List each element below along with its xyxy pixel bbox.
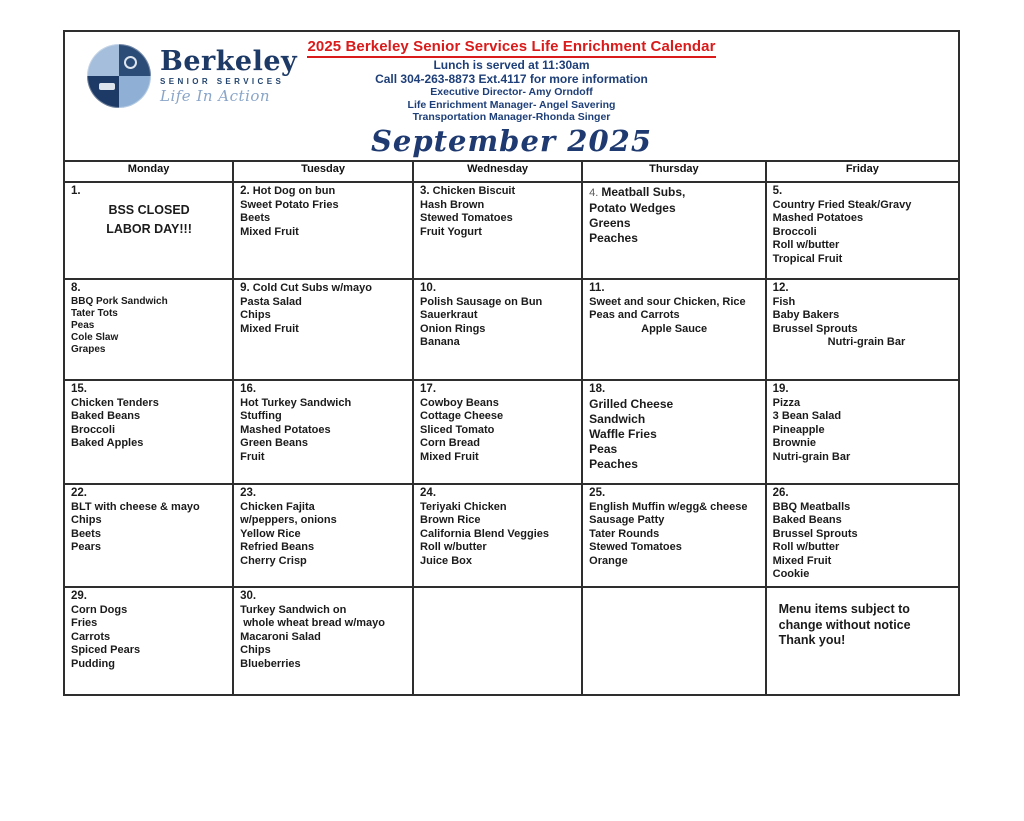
- day-number: 4.: [589, 187, 599, 199]
- day-number-line: [420, 383, 576, 397]
- menu-item: Chips: [240, 309, 271, 321]
- calendar-week-row: [64, 182, 959, 279]
- menu-item: Peaches: [589, 456, 638, 471]
- menu-item: Mashed Potatoes: [240, 423, 331, 436]
- day-number: 2.: [240, 185, 250, 197]
- calendar-cell: [582, 484, 765, 587]
- menu-item: Broccoli: [71, 423, 116, 436]
- day-header-row: [64, 161, 959, 182]
- day-number: 30.: [240, 590, 257, 602]
- menu-item: Baked Beans: [772, 514, 842, 526]
- menu-item: Meatball Subs,: [601, 185, 686, 199]
- calendar-cell: [582, 587, 765, 695]
- calendar-cell: [582, 380, 765, 484]
- day-number: 1.: [71, 185, 81, 197]
- calendar-cell: [233, 484, 413, 587]
- calendar-cell: [233, 587, 413, 695]
- menu-item: Nutri-grain Bar: [772, 336, 906, 348]
- header: [63, 30, 960, 160]
- menu-item: BBQ Meatballs: [772, 500, 851, 513]
- calendar-cell: [582, 182, 765, 279]
- menu-item: Chicken Tenders: [71, 396, 159, 409]
- day-number: 22.: [71, 487, 87, 499]
- menu-item: Cookie: [772, 568, 810, 580]
- menu-item: Sausage Patty: [589, 514, 665, 526]
- calendar-week-row: [64, 380, 959, 484]
- menu-item: Grapes: [71, 343, 106, 355]
- note-line: change without notice: [778, 617, 911, 632]
- day-number-line: [589, 383, 759, 397]
- day-number-line: [773, 185, 953, 199]
- menu-item: Mashed Potatoes: [772, 212, 864, 224]
- day-number-line: [420, 185, 576, 199]
- menu-item: 3 Bean Salad: [772, 410, 842, 422]
- day-header-wednesday: Wednesday: [413, 161, 582, 182]
- calendar-cell: [766, 380, 959, 484]
- menu-item: whole wheat bread w/mayo: [240, 617, 386, 629]
- day-header-friday: Friday: [766, 161, 959, 182]
- menu-item: Mixed Fruit: [240, 225, 299, 238]
- menu-item: Apple Sauce: [589, 322, 708, 335]
- calendar-cell: [233, 380, 413, 484]
- day-number-line: [589, 185, 759, 201]
- day-number: 17.: [420, 383, 437, 395]
- calendar-body: [64, 182, 959, 695]
- menu-item: Chips: [240, 644, 271, 656]
- day-number-line: [71, 282, 227, 296]
- menu-item: Refried Beans: [240, 541, 315, 553]
- calendar-cell: [233, 182, 413, 279]
- calendar-page: [63, 30, 960, 696]
- menu-item: English Muffin w/egg& cheese: [589, 500, 748, 513]
- menu-item: Waffle Fries: [589, 426, 657, 441]
- menu-item: Chips: [71, 514, 102, 526]
- menu-item: Nutri-grain Bar: [772, 450, 851, 463]
- menu-item: Orange: [589, 554, 628, 567]
- menu-item: Polish Sausage on Bun: [420, 295, 543, 308]
- day-number: 10.: [420, 282, 437, 294]
- day-number: 3.: [420, 185, 430, 197]
- note-line: Thank you!: [778, 633, 846, 647]
- menu-item: Peas: [71, 319, 95, 331]
- day-number-line: [240, 487, 407, 501]
- menu-item: Fish: [772, 295, 796, 308]
- menu-item: Tropical Fruit: [772, 252, 843, 265]
- menu-item: Carrots: [71, 630, 111, 643]
- day-number: 23.: [240, 487, 257, 499]
- menu-item: w/peppers, onions: [240, 514, 337, 526]
- menu-item: Beets: [71, 527, 101, 540]
- menu-item: Mixed Fruit: [772, 554, 832, 567]
- day-header-monday: Monday: [64, 161, 233, 182]
- calendar-week-row: [64, 484, 959, 587]
- calendar-cell: [64, 587, 233, 695]
- closed-banner-line: LABOR DAY!!!: [106, 221, 192, 236]
- menu-item: Sandwich: [589, 411, 646, 426]
- day-number-line: [71, 487, 227, 501]
- menu-item: Chicken Fajita: [240, 500, 315, 513]
- calendar-week-row: [64, 279, 959, 380]
- menu-item: Tater Rounds: [589, 527, 660, 540]
- calendar-table: [63, 160, 960, 696]
- menu-item: BLT with cheese & mayo: [71, 500, 200, 513]
- calendar-cell: [64, 182, 233, 279]
- menu-item: Grilled Cheese: [589, 396, 674, 411]
- menu-item: Blueberries: [240, 657, 301, 670]
- menu-item: Peas and Carrots: [589, 309, 680, 321]
- menu-item: Roll w/butter: [772, 541, 840, 553]
- day-number-line: [240, 590, 407, 604]
- menu-item: Cole Slaw: [71, 331, 119, 343]
- menu-item: Peas: [589, 441, 618, 456]
- menu-item: California Blend Veggies: [420, 527, 550, 540]
- calendar-cell: [413, 380, 582, 484]
- day-number: 9.: [240, 282, 250, 294]
- day-number: 5.: [772, 185, 783, 197]
- menu-item: Corn Bread: [420, 437, 480, 449]
- menu-item: Country Fried Steak/Gravy: [772, 198, 912, 211]
- phone-line: Call 304-263-8873 Ext.4117 for more information: [375, 72, 648, 86]
- menu-item: Fries: [71, 617, 98, 629]
- calendar-cell: [413, 587, 582, 695]
- logo-text: [160, 45, 298, 105]
- menu-item: Chicken Biscuit: [432, 185, 516, 197]
- menu-item: Baked Beans: [71, 410, 141, 422]
- day-number: 25.: [589, 487, 606, 499]
- day-number-line: [589, 282, 759, 296]
- day-number: 19.: [772, 383, 789, 395]
- menu-item: Pudding: [71, 657, 115, 670]
- menu-item: Sauerkraut: [420, 309, 478, 321]
- menu-item: Onion Rings: [420, 322, 486, 335]
- day-number-line: [773, 282, 953, 296]
- menu-item: Yellow Rice: [240, 527, 301, 540]
- menu-item: Brownie: [772, 437, 817, 449]
- menu-item: Turkey Sandwich on: [240, 603, 347, 616]
- day-number-line: [773, 487, 953, 501]
- menu-item: Broccoli: [772, 225, 817, 238]
- menu-item: Stuffing: [240, 410, 282, 422]
- menu-item: Mixed Fruit: [240, 322, 299, 335]
- menu-item: BBQ Pork Sandwich: [71, 295, 168, 307]
- menu-item: Pineapple: [772, 423, 825, 436]
- page-title: 2025 Berkeley Senior Services Life Enrichment Calendar: [307, 38, 715, 58]
- calendar-cell: [413, 182, 582, 279]
- calendar-cell: [766, 279, 959, 380]
- calendar-week-row: [64, 587, 959, 695]
- menu-item: Stewed Tomatoes: [420, 212, 513, 224]
- menu-item: Greens: [589, 215, 631, 230]
- menu-item: Potato Wedges: [589, 200, 676, 215]
- calendar-cell: [582, 279, 765, 380]
- menu-item: Fruit Yogurt: [420, 225, 482, 238]
- menu-item: Roll w/butter: [420, 541, 487, 553]
- day-number-line: [71, 185, 227, 199]
- calendar-cell: [233, 279, 413, 380]
- menu-item: Roll w/butter: [772, 239, 840, 251]
- menu-item: Brown Rice: [420, 514, 481, 526]
- day-number: 24.: [420, 487, 437, 499]
- berkeley-logo-icon: [87, 44, 151, 108]
- menu-item: Mixed Fruit: [420, 450, 479, 463]
- calendar-cell: [766, 587, 959, 695]
- menu-item: Green Beans: [240, 437, 309, 449]
- berkeley-logo: [87, 44, 297, 108]
- day-number-line: [71, 383, 227, 397]
- menu-item: Beets: [240, 212, 271, 224]
- calendar-cell: [413, 279, 582, 380]
- menu-item: Cowboy Beans: [420, 396, 499, 409]
- day-number: 11.: [589, 282, 605, 294]
- menu-item: Corn Dogs: [71, 603, 128, 616]
- day-number-line: [773, 383, 953, 397]
- day-number: 16.: [240, 383, 257, 395]
- menu-item: Cherry Crisp: [240, 554, 307, 567]
- menu-item: Pears: [71, 541, 101, 553]
- executive-director-line: Executive Director- Amy Orndoff: [430, 86, 593, 98]
- menu-item: Cottage Cheese: [420, 410, 504, 422]
- menu-item: Hash Brown: [420, 198, 485, 211]
- day-number-line: [71, 590, 227, 604]
- calendar-cell: [64, 484, 233, 587]
- calendar-cell: [766, 182, 959, 279]
- menu-item: Fruit: [240, 450, 265, 463]
- day-number: 12.: [772, 282, 789, 294]
- day-number: 8.: [71, 282, 81, 294]
- menu-item: Stewed Tomatoes: [589, 541, 682, 553]
- menu-item: Hot Dog on bun: [252, 185, 336, 197]
- day-number-line: [589, 487, 759, 501]
- menu-item: Teriyaki Chicken: [420, 500, 507, 513]
- menu-item: Sweet and sour Chicken, Rice: [589, 295, 746, 308]
- month-title: September 2025: [370, 123, 653, 158]
- day-number-line: [240, 383, 407, 397]
- calendar-cell: [64, 279, 233, 380]
- calendar-cell: [64, 380, 233, 484]
- menu-item: Juice Box: [420, 554, 472, 567]
- day-number: 18.: [589, 383, 606, 395]
- day-header-tuesday: Tuesday: [233, 161, 413, 182]
- day-number: 29.: [71, 590, 87, 602]
- menu-item: Sliced Tomato: [420, 423, 495, 436]
- menu-item: Brussel Sprouts: [772, 322, 858, 335]
- lunch-time-line: Lunch is served at 11:30am: [433, 58, 590, 72]
- note-line: Menu items subject to: [778, 602, 910, 616]
- menu-item: Banana: [420, 336, 460, 348]
- day-number-line: [240, 185, 407, 199]
- day-header-thursday: Thursday: [582, 161, 765, 182]
- logo-tagline: Life In Action: [160, 86, 271, 105]
- menu-item: Pizza: [772, 396, 801, 409]
- menu-item: Baked Apples: [71, 437, 144, 449]
- logo-subtext: SENIOR SERVICES: [160, 76, 285, 86]
- day-number-line: [240, 282, 407, 296]
- menu-item: Brussel Sprouts: [772, 527, 858, 540]
- menu-item: Sweet Potato Fries: [240, 198, 339, 211]
- menu-item: Tater Tots: [71, 307, 118, 319]
- menu-item: Spiced Pears: [71, 644, 141, 656]
- menu-item: Baby Bakers: [772, 309, 840, 321]
- day-number: 26.: [772, 487, 789, 499]
- menu-item: Peaches: [589, 230, 638, 245]
- logo-name: Berkeley: [160, 45, 298, 77]
- calendar-cell: [413, 484, 582, 587]
- day-number-line: [420, 487, 576, 501]
- menu-item: Pasta Salad: [240, 295, 302, 308]
- enrichment-manager-line: Life Enrichment Manager- Angel Savering: [407, 98, 616, 111]
- closed-banner-line: BSS CLOSED: [108, 202, 190, 217]
- menu-item: Cold Cut Subs w/mayo: [252, 282, 372, 294]
- menu-item: Macaroni Salad: [240, 630, 321, 643]
- day-number-line: [420, 282, 576, 296]
- day-number: 15.: [71, 383, 87, 395]
- calendar-cell: [766, 484, 959, 587]
- menu-item: Hot Turkey Sandwich: [240, 396, 352, 409]
- transportation-manager-line: Transportation Manager-Rhonda Singer: [412, 111, 611, 123]
